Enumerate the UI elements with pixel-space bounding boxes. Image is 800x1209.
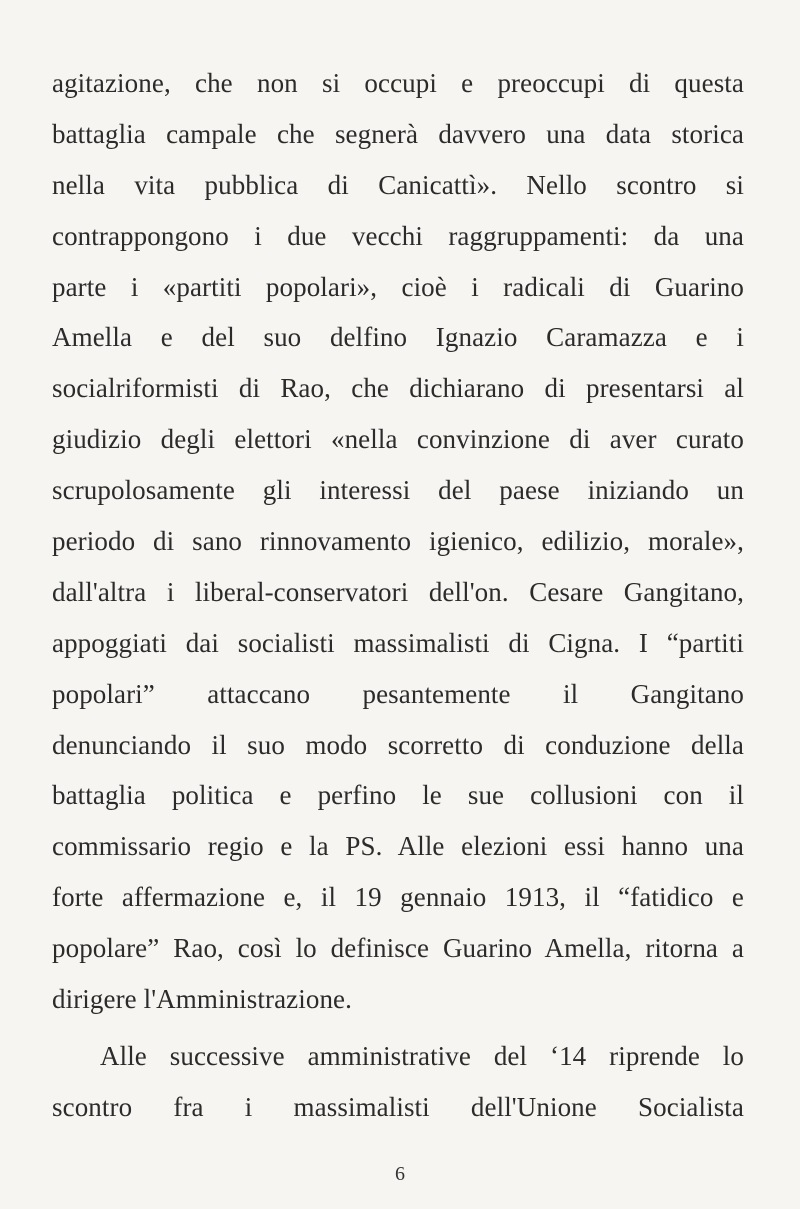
text-line: commissario regio e la PS. Alle elezioni essi hanno una — [52, 831, 744, 862]
paragraph-1 — [52, 58, 744, 1025]
text-line: battaglia politica e perfino le sue collusioni con il — [52, 780, 744, 811]
paragraph-2 — [52, 1031, 744, 1133]
text-line: battaglia campale che segnerà davvero una data storica — [52, 118, 744, 149]
text-line: denunciando il suo modo scorretto di conduzione della — [52, 729, 744, 760]
text-line: popolare” Rao, così lo definisce Guarino Amella, ritorna a — [52, 933, 744, 964]
text-line: scontro fra i massimalisti dell'Unione Socialista — [52, 1091, 744, 1122]
text-line: contrappongono i due vecchi raggruppamenti: da una — [52, 220, 744, 251]
text-line: dirigere l'Amministrazione. — [52, 984, 352, 1015]
text-line: Amella e del suo delfino Ignazio Caramazza e i — [52, 322, 744, 353]
text-line: popolari” attaccano pesantemente il Gangitano — [52, 678, 744, 709]
text-line: Alle successive amministrative del ‘14 riprende lo — [100, 1040, 744, 1071]
text-line: forte affermazione e, il 19 gennaio 1913, il “fatidico e — [52, 882, 744, 913]
text-line: agitazione, che non si occupi e preoccupi di questa — [52, 68, 744, 98]
page-number: 6 — [395, 1163, 405, 1185]
body-text — [52, 58, 744, 1133]
text-line: appoggiati dai socialisti massimalisti di Cigna. I “partiti — [52, 627, 744, 658]
text-line: scrupolosamente gli interessi del paese iniziando un — [52, 475, 744, 506]
text-line: dall'altra i liberal-conservatori dell'on. Cesare Gangitano, — [52, 576, 744, 607]
text-line: parte i «partiti popolari», cioè i radicali di Guarino — [52, 271, 744, 302]
text-line: nella vita pubblica di Canicattì». Nello scontro si — [52, 169, 744, 200]
text-line: giudizio degli elettori «nella convinzione di aver curato — [52, 424, 744, 455]
text-line: periodo di sano rinnovamento igienico, edilizio, morale», — [52, 526, 744, 557]
text-line: socialriformisti di Rao, che dichiarano di presentarsi al — [52, 373, 744, 404]
